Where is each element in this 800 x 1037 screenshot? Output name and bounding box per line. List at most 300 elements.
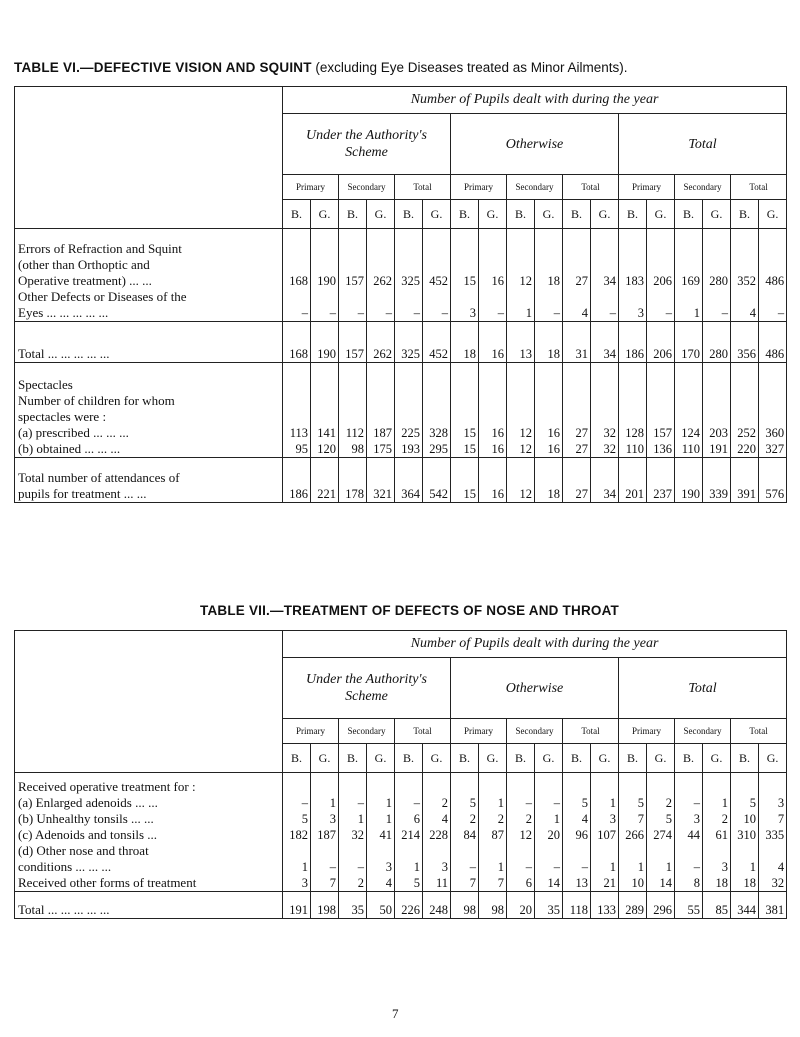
- t6-row-attendances-value: [283, 470, 308, 486]
- t6-row-errors-value: [423, 289, 448, 305]
- t7-row-total-value: 198: [317, 903, 336, 917]
- t6-row-spectacles-value: 16: [547, 426, 560, 440]
- t6-row-errors-value: 15: [463, 274, 476, 288]
- t6-row-spectacles-value: [563, 377, 588, 393]
- t7-row-received-cell-1: [311, 773, 339, 892]
- table6-bg-2: B.: [339, 200, 367, 229]
- t7-row-total-cell-17: [759, 892, 787, 919]
- table7-title-bold: TABLE VII.—TREATMENT OF DEFECTS OF NOSE AND THROAT: [200, 603, 619, 618]
- t6-row-attendances-cell-7: [479, 458, 507, 503]
- t6-row-spectacles-value: 220: [737, 442, 756, 456]
- t6-row-attendances-value: 339: [709, 487, 728, 501]
- t7-row-received-value: 1: [329, 796, 336, 810]
- t6-row-errors-value: [311, 289, 336, 305]
- t7-row-received-value: [675, 779, 700, 795]
- t6-row-errors-value: 3: [637, 306, 644, 320]
- t6-row-errors-value: [339, 257, 364, 273]
- t6-row-total-value: 16: [491, 347, 504, 361]
- t6-row-errors-value: [731, 289, 756, 305]
- t6-row-errors-value: [759, 241, 784, 257]
- t6-row-total-cell-16: [731, 322, 759, 363]
- t6-row-attendances-cell-2: [339, 458, 367, 503]
- table7-header-blank: [15, 631, 283, 773]
- table6-subgroup-0: Primary: [283, 175, 339, 200]
- t7-row-received-label-line-2: (b) Unhealthy tonsils ... ...: [18, 811, 154, 826]
- t7-row-received-value: 3: [693, 812, 700, 826]
- t7-row-total-cell-3: [367, 892, 395, 919]
- table7-bg-11: G.: [591, 744, 619, 773]
- t7-row-received-value: 32: [351, 828, 364, 842]
- table6-subgroup-1: Secondary: [339, 175, 395, 200]
- t7-row-received-label: [15, 773, 283, 892]
- t6-row-spectacles-value: [703, 409, 728, 425]
- t6-row-total-value: 206: [653, 347, 672, 361]
- t6-row-errors-value: [423, 257, 448, 273]
- t6-row-spectacles-value: [759, 377, 784, 393]
- t7-row-total-label: [15, 892, 283, 919]
- t6-row-errors-value: [339, 289, 364, 305]
- t6-row-errors-cell-13: [647, 229, 675, 322]
- table6-bg-4: B.: [395, 200, 423, 229]
- t6-row-errors-cell-14: [675, 229, 703, 322]
- t7-row-received-value: 2: [721, 812, 728, 826]
- t6-row-total-value: 31: [575, 347, 588, 361]
- t7-row-received-cell-0: [283, 773, 311, 892]
- t7-row-received-value: 7: [469, 876, 476, 890]
- t6-row-spectacles-value: [619, 377, 644, 393]
- table6-bg-6: B.: [451, 200, 479, 229]
- t6-row-total-value: 157: [345, 347, 364, 361]
- t6-row-total-cell-5: [423, 322, 451, 363]
- t6-row-errors-label-line-3: Other Defects or Diseases of the: [18, 289, 187, 304]
- t7-row-total-value: 381: [765, 903, 785, 917]
- table6-header-blank: [15, 87, 283, 229]
- table7-bg-13: G.: [647, 744, 675, 773]
- t6-row-errors-value: –: [553, 306, 560, 320]
- t6-row-spectacles-value: 203: [709, 426, 728, 440]
- t6-row-spectacles-value: 141: [317, 426, 336, 440]
- t6-row-spectacles-value: 15: [463, 442, 476, 456]
- table7-bg-16: B.: [731, 744, 759, 773]
- t7-row-received-value: [647, 843, 672, 859]
- t6-row-total-cell-13: [647, 322, 675, 363]
- table6-title-rest: (excluding Eye Diseases treated as Minor Ailments).: [311, 60, 628, 75]
- t6-row-attendances-value: 201: [625, 487, 644, 501]
- t7-row-received-value: 14: [547, 876, 560, 890]
- t6-row-errors-value: [339, 241, 364, 257]
- table7-subgroup-0: Primary: [283, 719, 339, 744]
- t6-row-spectacles-value: [731, 377, 756, 393]
- t6-row-errors-value: [395, 241, 420, 257]
- t6-row-total-cell-8: [507, 322, 535, 363]
- t7-row-received-value: [311, 779, 336, 795]
- t6-row-errors-value: 157: [345, 274, 364, 288]
- table6-bg-15: G.: [703, 200, 731, 229]
- t6-row-errors-value: [563, 241, 588, 257]
- t6-row-spectacles-cell-12: [619, 363, 647, 458]
- t6-row-spectacles-value: [563, 409, 588, 425]
- t7-row-received-value: –: [413, 796, 420, 810]
- t6-row-spectacles-value: [619, 393, 644, 409]
- t7-row-received-value: 5: [581, 796, 588, 810]
- t7-row-total-value: 55: [687, 903, 700, 917]
- t7-row-received-cell-15: [703, 773, 731, 892]
- t6-row-attendances-label: [15, 458, 283, 503]
- t6-row-spectacles-value: 110: [681, 442, 700, 456]
- t7-row-received-value: 5: [637, 796, 644, 810]
- t7-row-total-value: 20: [519, 903, 532, 917]
- t6-row-attendances-value: 16: [491, 487, 504, 501]
- t7-row-total-cell-5: [423, 892, 451, 919]
- t7-row-received-cell-14: [675, 773, 703, 892]
- t6-row-errors-cell-10: [563, 229, 591, 322]
- t6-row-attendances-value: [675, 470, 700, 486]
- table7-subgroup-2: Total: [395, 719, 451, 744]
- t7-row-received-value: [759, 779, 784, 795]
- t6-row-errors-value: [759, 257, 784, 273]
- t6-row-spectacles-value: 187: [373, 426, 392, 440]
- t6-row-errors-value: [591, 257, 616, 273]
- t6-row-errors-value: [675, 289, 700, 305]
- t7-row-received-value: 1: [637, 860, 644, 874]
- t6-row-errors-value: [619, 289, 644, 305]
- t6-row-attendances-value: [423, 470, 448, 486]
- t7-row-total-cell-2: [339, 892, 367, 919]
- t7-row-received-cell-13: [647, 773, 675, 892]
- t6-row-errors-cell-0: [283, 229, 311, 322]
- t7-row-received-value: 6: [525, 876, 532, 890]
- t6-row-spectacles-value: [311, 377, 336, 393]
- t6-row-total-cell-2: [339, 322, 367, 363]
- t6-row-total-value: 486: [765, 347, 785, 361]
- t7-row-total-label-line-0: Total ... ... ... ... ...: [18, 902, 110, 917]
- t6-row-spectacles-label-line-2: spectacles were :: [18, 409, 107, 424]
- t6-row-spectacles-value: [451, 377, 476, 393]
- t6-row-total-cell-10: [563, 322, 591, 363]
- t6-row-attendances-value: [647, 470, 672, 486]
- t6-row-errors-value: [283, 289, 308, 305]
- t7-row-received-value: [647, 779, 672, 795]
- t6-row-errors-value: [451, 257, 476, 273]
- t7-row-received-value: [339, 843, 364, 859]
- t6-row-spectacles-value: 12: [519, 442, 532, 456]
- t7-row-received-value: [395, 779, 420, 795]
- table6-subgroup-4: Secondary: [507, 175, 563, 200]
- t6-row-errors-value: [535, 289, 560, 305]
- t6-row-errors-value: 1: [693, 306, 700, 320]
- t7-row-received-value: 20: [547, 828, 560, 842]
- t7-row-received-cell-6: [451, 773, 479, 892]
- t7-row-received-value: 3: [441, 860, 448, 874]
- t7-row-total-value: 344: [737, 903, 756, 917]
- t7-row-total-value: 133: [597, 903, 616, 917]
- t7-row-total-cell-6: [451, 892, 479, 919]
- t7-row-received-cell-3: [367, 773, 395, 892]
- t6-row-spectacles-cell-4: [395, 363, 423, 458]
- t6-row-attendances-value: 12: [519, 487, 532, 501]
- t6-row-spectacles-value: [479, 393, 504, 409]
- t7-row-received-value: –: [329, 860, 336, 874]
- t6-row-spectacles-value: [647, 409, 672, 425]
- table7-bg-15: G.: [703, 744, 731, 773]
- t7-row-received-value: 107: [597, 828, 616, 842]
- t7-row-received-value: 4: [441, 812, 448, 826]
- t6-row-errors-value: 452: [429, 274, 448, 288]
- t7-row-received-value: 32: [771, 876, 785, 890]
- table7-bg-9: G.: [535, 744, 563, 773]
- t7-row-received-value: 266: [625, 828, 644, 842]
- t7-row-received-value: [395, 843, 420, 859]
- t6-row-total-value: 190: [317, 347, 336, 361]
- t6-row-attendances-value: [703, 470, 728, 486]
- table6-group-1: Otherwise: [451, 114, 619, 175]
- t6-row-spectacles-value: 15: [463, 426, 476, 440]
- t7-row-received-cell-4: [395, 773, 423, 892]
- t7-row-received-value: –: [301, 796, 308, 810]
- t6-row-spectacles-value: 360: [765, 426, 785, 440]
- t6-row-spectacles-cell-11: [591, 363, 619, 458]
- t6-row-errors-cell-1: [311, 229, 339, 322]
- t6-row-attendances-value: [507, 470, 532, 486]
- t6-row-errors-value: 183: [625, 274, 644, 288]
- t6-row-errors-value: [479, 289, 504, 305]
- table6-bg-3: G.: [367, 200, 395, 229]
- t7-row-total-value: 35: [351, 903, 364, 917]
- t7-row-received-label-line-4: (d) Other nose and throat: [18, 843, 149, 858]
- table6-subgroup-8: Total: [731, 175, 787, 200]
- t6-row-attendances-value: [395, 470, 420, 486]
- t7-row-received-value: 214: [401, 828, 420, 842]
- t6-row-spectacles-value: [423, 393, 448, 409]
- t7-row-received-value: [759, 843, 784, 859]
- t6-row-attendances-cell-14: [675, 458, 703, 503]
- table7-bg-0: B.: [283, 744, 311, 773]
- t7-row-total-value: 50: [379, 903, 392, 917]
- t7-row-received-value: 1: [497, 796, 504, 810]
- t7-row-received-value: [451, 843, 476, 859]
- table6-bg-9: G.: [535, 200, 563, 229]
- t6-row-errors-cell-15: [703, 229, 731, 322]
- t6-row-errors-value: [759, 289, 784, 305]
- table6-bg-10: B.: [563, 200, 591, 229]
- t7-row-received-value: –: [525, 796, 532, 810]
- t6-row-attendances-value: [535, 470, 560, 486]
- t6-row-spectacles-cell-8: [507, 363, 535, 458]
- t6-row-spectacles-value: [591, 393, 616, 409]
- t7-row-received-label-line-1: (a) Enlarged adenoids ... ...: [18, 795, 158, 810]
- t6-row-errors-cell-16: [731, 229, 759, 322]
- table7-bg-3: G.: [367, 744, 395, 773]
- t6-row-spectacles-value: 98: [351, 442, 364, 456]
- t6-row-errors-value: 12: [519, 274, 532, 288]
- t7-row-received-value: 4: [777, 860, 785, 874]
- table7-subgroup-7: Secondary: [675, 719, 731, 744]
- t7-row-received-value: 87: [491, 828, 504, 842]
- t6-row-attendances-cell-12: [619, 458, 647, 503]
- t6-row-spectacles-value: [423, 377, 448, 393]
- t6-row-total-value: 13: [519, 347, 532, 361]
- t6-row-spectacles-cell-14: [675, 363, 703, 458]
- t7-row-received-value: 1: [609, 860, 616, 874]
- t7-row-total-value: 85: [715, 903, 728, 917]
- t7-row-received-value: –: [693, 796, 700, 810]
- t6-row-errors-value: 4: [749, 306, 756, 320]
- t7-row-received-label-line-5: conditions ... ... ...: [18, 859, 112, 874]
- t6-row-total-value: 262: [373, 347, 392, 361]
- t6-row-errors-cell-11: [591, 229, 619, 322]
- t6-row-spectacles-value: 124: [681, 426, 700, 440]
- t7-row-received-label-line-0: Received operative treatment for :: [18, 779, 196, 794]
- t6-row-spectacles-value: [535, 377, 560, 393]
- t7-row-received-value: [311, 843, 336, 859]
- t6-row-total-value: 170: [681, 347, 700, 361]
- t6-row-errors-value: [675, 257, 700, 273]
- t6-row-errors-value: 486: [765, 274, 785, 288]
- t6-row-spectacles-value: 16: [491, 442, 504, 456]
- t6-row-spectacles-value: [535, 409, 560, 425]
- t6-row-errors-value: [367, 241, 392, 257]
- t7-row-received-value: 274: [653, 828, 672, 842]
- t6-row-spectacles-value: [283, 377, 308, 393]
- t7-row-received-value: [367, 779, 392, 795]
- t6-row-spectacles-label-line-0: Spectacles: [18, 377, 73, 392]
- t6-row-errors-value: [619, 241, 644, 257]
- t7-row-received-value: [535, 843, 560, 859]
- t7-row-received-value: [619, 843, 644, 859]
- t6-row-total-value: 168: [289, 347, 308, 361]
- t6-row-spectacles-value: [619, 409, 644, 425]
- t7-row-received-value: 182: [289, 828, 308, 842]
- table6-bg-16: B.: [731, 200, 759, 229]
- table6-subgroup-5: Total: [563, 175, 619, 200]
- t6-row-errors-value: [311, 241, 336, 257]
- t6-row-attendances-cell-1: [311, 458, 339, 503]
- t6-row-spectacles-value: 32: [603, 442, 616, 456]
- t6-row-errors-value: –: [413, 306, 420, 320]
- t7-row-received-value: 1: [301, 860, 308, 874]
- t7-row-received-value: [479, 843, 504, 859]
- t6-row-attendances-value: 221: [317, 487, 336, 501]
- table6-bg-12: B.: [619, 200, 647, 229]
- t6-row-attendances-cell-4: [395, 458, 423, 503]
- t7-row-received-value: [339, 779, 364, 795]
- t7-row-received-value: 12: [519, 828, 532, 842]
- t6-row-errors-value: [647, 257, 672, 273]
- t6-row-total-value: 18: [547, 347, 560, 361]
- t6-row-spectacles-label: [15, 363, 283, 458]
- t6-row-errors-value: –: [721, 306, 728, 320]
- t6-row-attendances-cell-9: [535, 458, 563, 503]
- t6-row-spectacles-value: 16: [547, 442, 560, 456]
- t6-row-spectacles-cell-7: [479, 363, 507, 458]
- t7-row-total-value: 296: [653, 903, 672, 917]
- t7-row-received-value: 84: [463, 828, 476, 842]
- t6-row-errors-value: –: [497, 306, 504, 320]
- t6-row-spectacles-value: [507, 409, 532, 425]
- t6-row-errors-value: 34: [603, 274, 616, 288]
- t6-row-spectacles-value: [731, 409, 756, 425]
- table6-bg-5: G.: [423, 200, 451, 229]
- t7-row-received-value: 4: [385, 876, 392, 890]
- t6-row-total-cell-7: [479, 322, 507, 363]
- t6-row-errors-value: [367, 289, 392, 305]
- t6-row-attendances-value: [731, 470, 756, 486]
- t6-row-errors-value: [535, 257, 560, 273]
- t7-row-received-value: 2: [469, 812, 476, 826]
- t7-row-total-value: 226: [401, 903, 420, 917]
- t6-row-attendances-value: [339, 470, 364, 486]
- t6-row-attendances-cell-17: [759, 458, 787, 503]
- t6-row-attendances-value: 178: [345, 487, 364, 501]
- t7-row-received-value: –: [693, 860, 700, 874]
- t6-row-spectacles-value: [563, 393, 588, 409]
- t6-row-attendances-cell-13: [647, 458, 675, 503]
- t6-row-errors-value: [703, 257, 728, 273]
- t6-row-spectacles-value: [395, 377, 420, 393]
- t6-row-total-value: 452: [429, 347, 448, 361]
- t6-row-attendances-cell-10: [563, 458, 591, 503]
- table7-bg-5: G.: [423, 744, 451, 773]
- t6-row-errors-value: [703, 241, 728, 257]
- t7-row-received-value: 1: [665, 860, 672, 874]
- t7-row-received-cell-12: [619, 773, 647, 892]
- t7-row-received-value: [423, 779, 448, 795]
- t6-row-spectacles-value: [283, 409, 308, 425]
- t6-row-errors-value: –: [609, 306, 616, 320]
- t7-row-total-value: 98: [463, 903, 476, 917]
- t6-row-spectacles-value: [591, 409, 616, 425]
- t7-row-received-value: 3: [301, 876, 308, 890]
- t6-row-errors-value: 206: [653, 274, 672, 288]
- t7-row-received-value: [591, 843, 616, 859]
- t6-row-spectacles-value: 128: [625, 426, 644, 440]
- t6-row-errors-value: 280: [709, 274, 728, 288]
- t7-row-received-value: –: [553, 860, 560, 874]
- t7-row-received-value: 5: [413, 876, 420, 890]
- t7-row-received-value: [507, 843, 532, 859]
- t6-row-errors-value: [283, 241, 308, 257]
- t6-row-errors-value: [423, 241, 448, 257]
- t6-row-total-value: 325: [401, 347, 420, 361]
- table7-header-main: Number of Pupils dealt with during the year: [283, 631, 787, 658]
- table7-subgroup-6: Primary: [619, 719, 675, 744]
- t6-row-errors-cell-9: [535, 229, 563, 322]
- t6-row-spectacles-label-line-1: Number of children for whom: [18, 393, 175, 408]
- t7-row-received-value: 7: [329, 876, 336, 890]
- t6-row-attendances-cell-0: [283, 458, 311, 503]
- t6-row-spectacles-value: [367, 377, 392, 393]
- t6-row-errors-cell-8: [507, 229, 535, 322]
- t7-row-received-value: 3: [609, 812, 616, 826]
- t6-row-spectacles-value: 27: [575, 426, 588, 440]
- t6-row-attendances-value: 542: [429, 487, 448, 501]
- t7-row-received-value: [563, 843, 588, 859]
- t6-row-total-cell-17: [759, 322, 787, 363]
- table7-title: [200, 603, 619, 618]
- t6-row-errors-value: [283, 257, 308, 273]
- t6-row-spectacles-value: 136: [653, 442, 672, 456]
- t6-row-spectacles-value: 95: [295, 442, 308, 456]
- t6-row-errors-value: [535, 241, 560, 257]
- t6-row-errors-value: 190: [317, 274, 336, 288]
- table6-subgroup-3: Primary: [451, 175, 507, 200]
- t7-row-received-value: [703, 843, 728, 859]
- t7-row-received-value: 18: [743, 876, 756, 890]
- t7-row-received-value: –: [553, 796, 560, 810]
- t6-row-attendances-label-line-1: pupils for treatment ... ...: [18, 486, 147, 501]
- t6-row-errors-value: [619, 257, 644, 273]
- t6-row-errors-value: [563, 257, 588, 273]
